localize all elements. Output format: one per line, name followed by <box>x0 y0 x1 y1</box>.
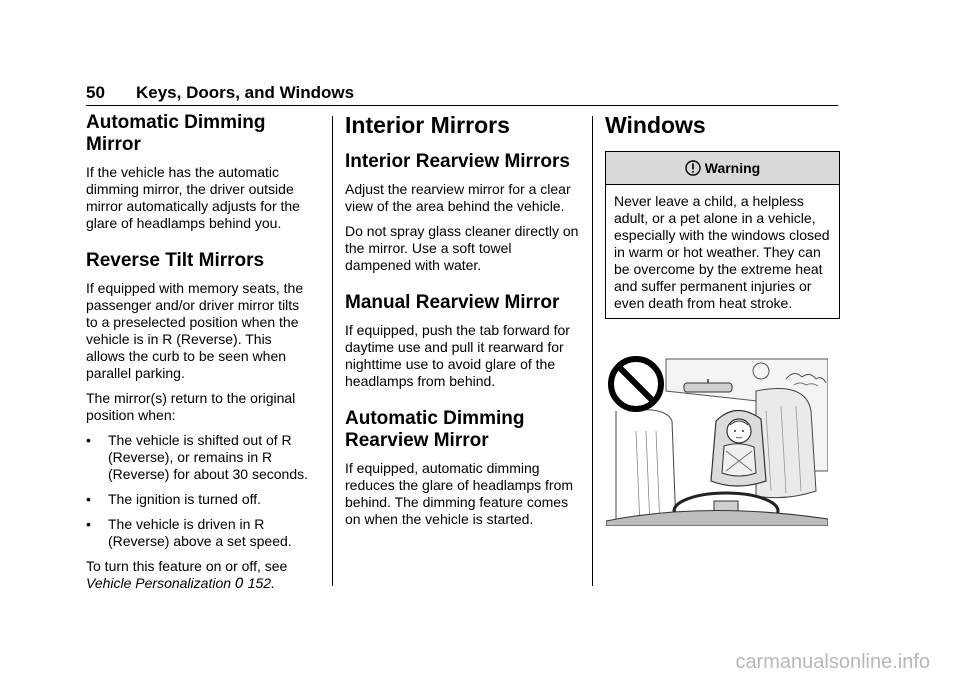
paragraph-xref: To turn this feature on or off, see Vehicle Personalization 0 152. <box>86 558 288 592</box>
list-item: • The ignition is turned off. <box>86 491 262 507</box>
bullet: • <box>86 516 91 532</box>
bullet: • <box>86 491 91 507</box>
paragraph: The mirror(s) return to the original position when: <box>86 390 296 423</box>
paragraph: If equipped, automatic dimming reduces the glare of headlamps from behind. The dimming feature comes on when the vehicle is started. <box>345 460 574 527</box>
paragraph: Adjust the rearview mirror for a clear view of the area behind the vehicle. <box>345 181 571 214</box>
paragraph: If equipped, push the tab forward for daytime use and pull it rearward for nighttime use to avoid glare of the headlamps from behind. <box>345 322 570 389</box>
warning-header <box>606 152 839 185</box>
page-header <box>86 82 838 106</box>
heading-automatic-dimming-rearview-mirror: Automatic Dimming Rearview Mirror <box>345 408 525 451</box>
no-child-in-car-illustration <box>606 351 828 526</box>
bullet: • <box>86 432 91 448</box>
xref-page[interactable]: 152. <box>247 575 275 591</box>
warning-label: Warning <box>704 159 761 176</box>
warning-box <box>605 151 840 319</box>
paragraph: Do not spray glass cleaner directly on the mirror. Use a soft towel dampened with water. <box>345 223 579 273</box>
warning-icon <box>685 160 701 176</box>
heading-windows: Windows <box>605 112 706 138</box>
heading-automatic-dimming-mirror: Automatic Dimming Mirror <box>86 112 266 155</box>
page-number: 50 <box>86 83 105 102</box>
watermark: carmanualsonline.info <box>735 651 930 673</box>
heading-manual-rearview-mirror: Manual Rearview Mirror <box>345 292 560 313</box>
paragraph: If equipped with memory seats, the passenger and/or driver mirror tilts to a preselected position when the vehicle is in R (Reverse). This allows the curb to be seen when parallel parking. <box>86 280 304 381</box>
column-divider <box>332 116 333 586</box>
warning-text: Never leave a child, a helpless adult, or a pet alone in a vehicle, especially with the windows closed in warm or hot weather. They can be overcome by the extreme heat and suffer permanent injuries or even death from heat stroke. <box>614 193 830 311</box>
xref-link[interactable]: Vehicle Personalization <box>86 575 232 591</box>
list-item: • The vehicle is driven in R (Reverse) above a set speed. <box>86 516 292 549</box>
heading-reverse-tilt-mirrors: Reverse Tilt Mirrors <box>86 250 265 271</box>
list-item: • The vehicle is shifted out of R (Reverse), or remains in R (Reverse) for about 30 seconds. <box>86 432 308 482</box>
heading-interior-rearview-mirrors: Interior Rearview Mirrors <box>345 151 570 172</box>
xref-arrow-icon: 0 <box>234 576 244 592</box>
column-left <box>86 108 314 601</box>
heading-interior-mirrors: Interior Mirrors <box>345 112 510 138</box>
column-middle <box>345 108 580 536</box>
column-divider <box>592 116 593 586</box>
section-title: Keys, Doors, and Windows <box>136 83 355 102</box>
paragraph: If the vehicle has the automatic dimming mirror, the driver outside mirror automatically adjusts for the glare of headlamps behind you. <box>86 164 300 231</box>
column-right <box>605 108 840 319</box>
